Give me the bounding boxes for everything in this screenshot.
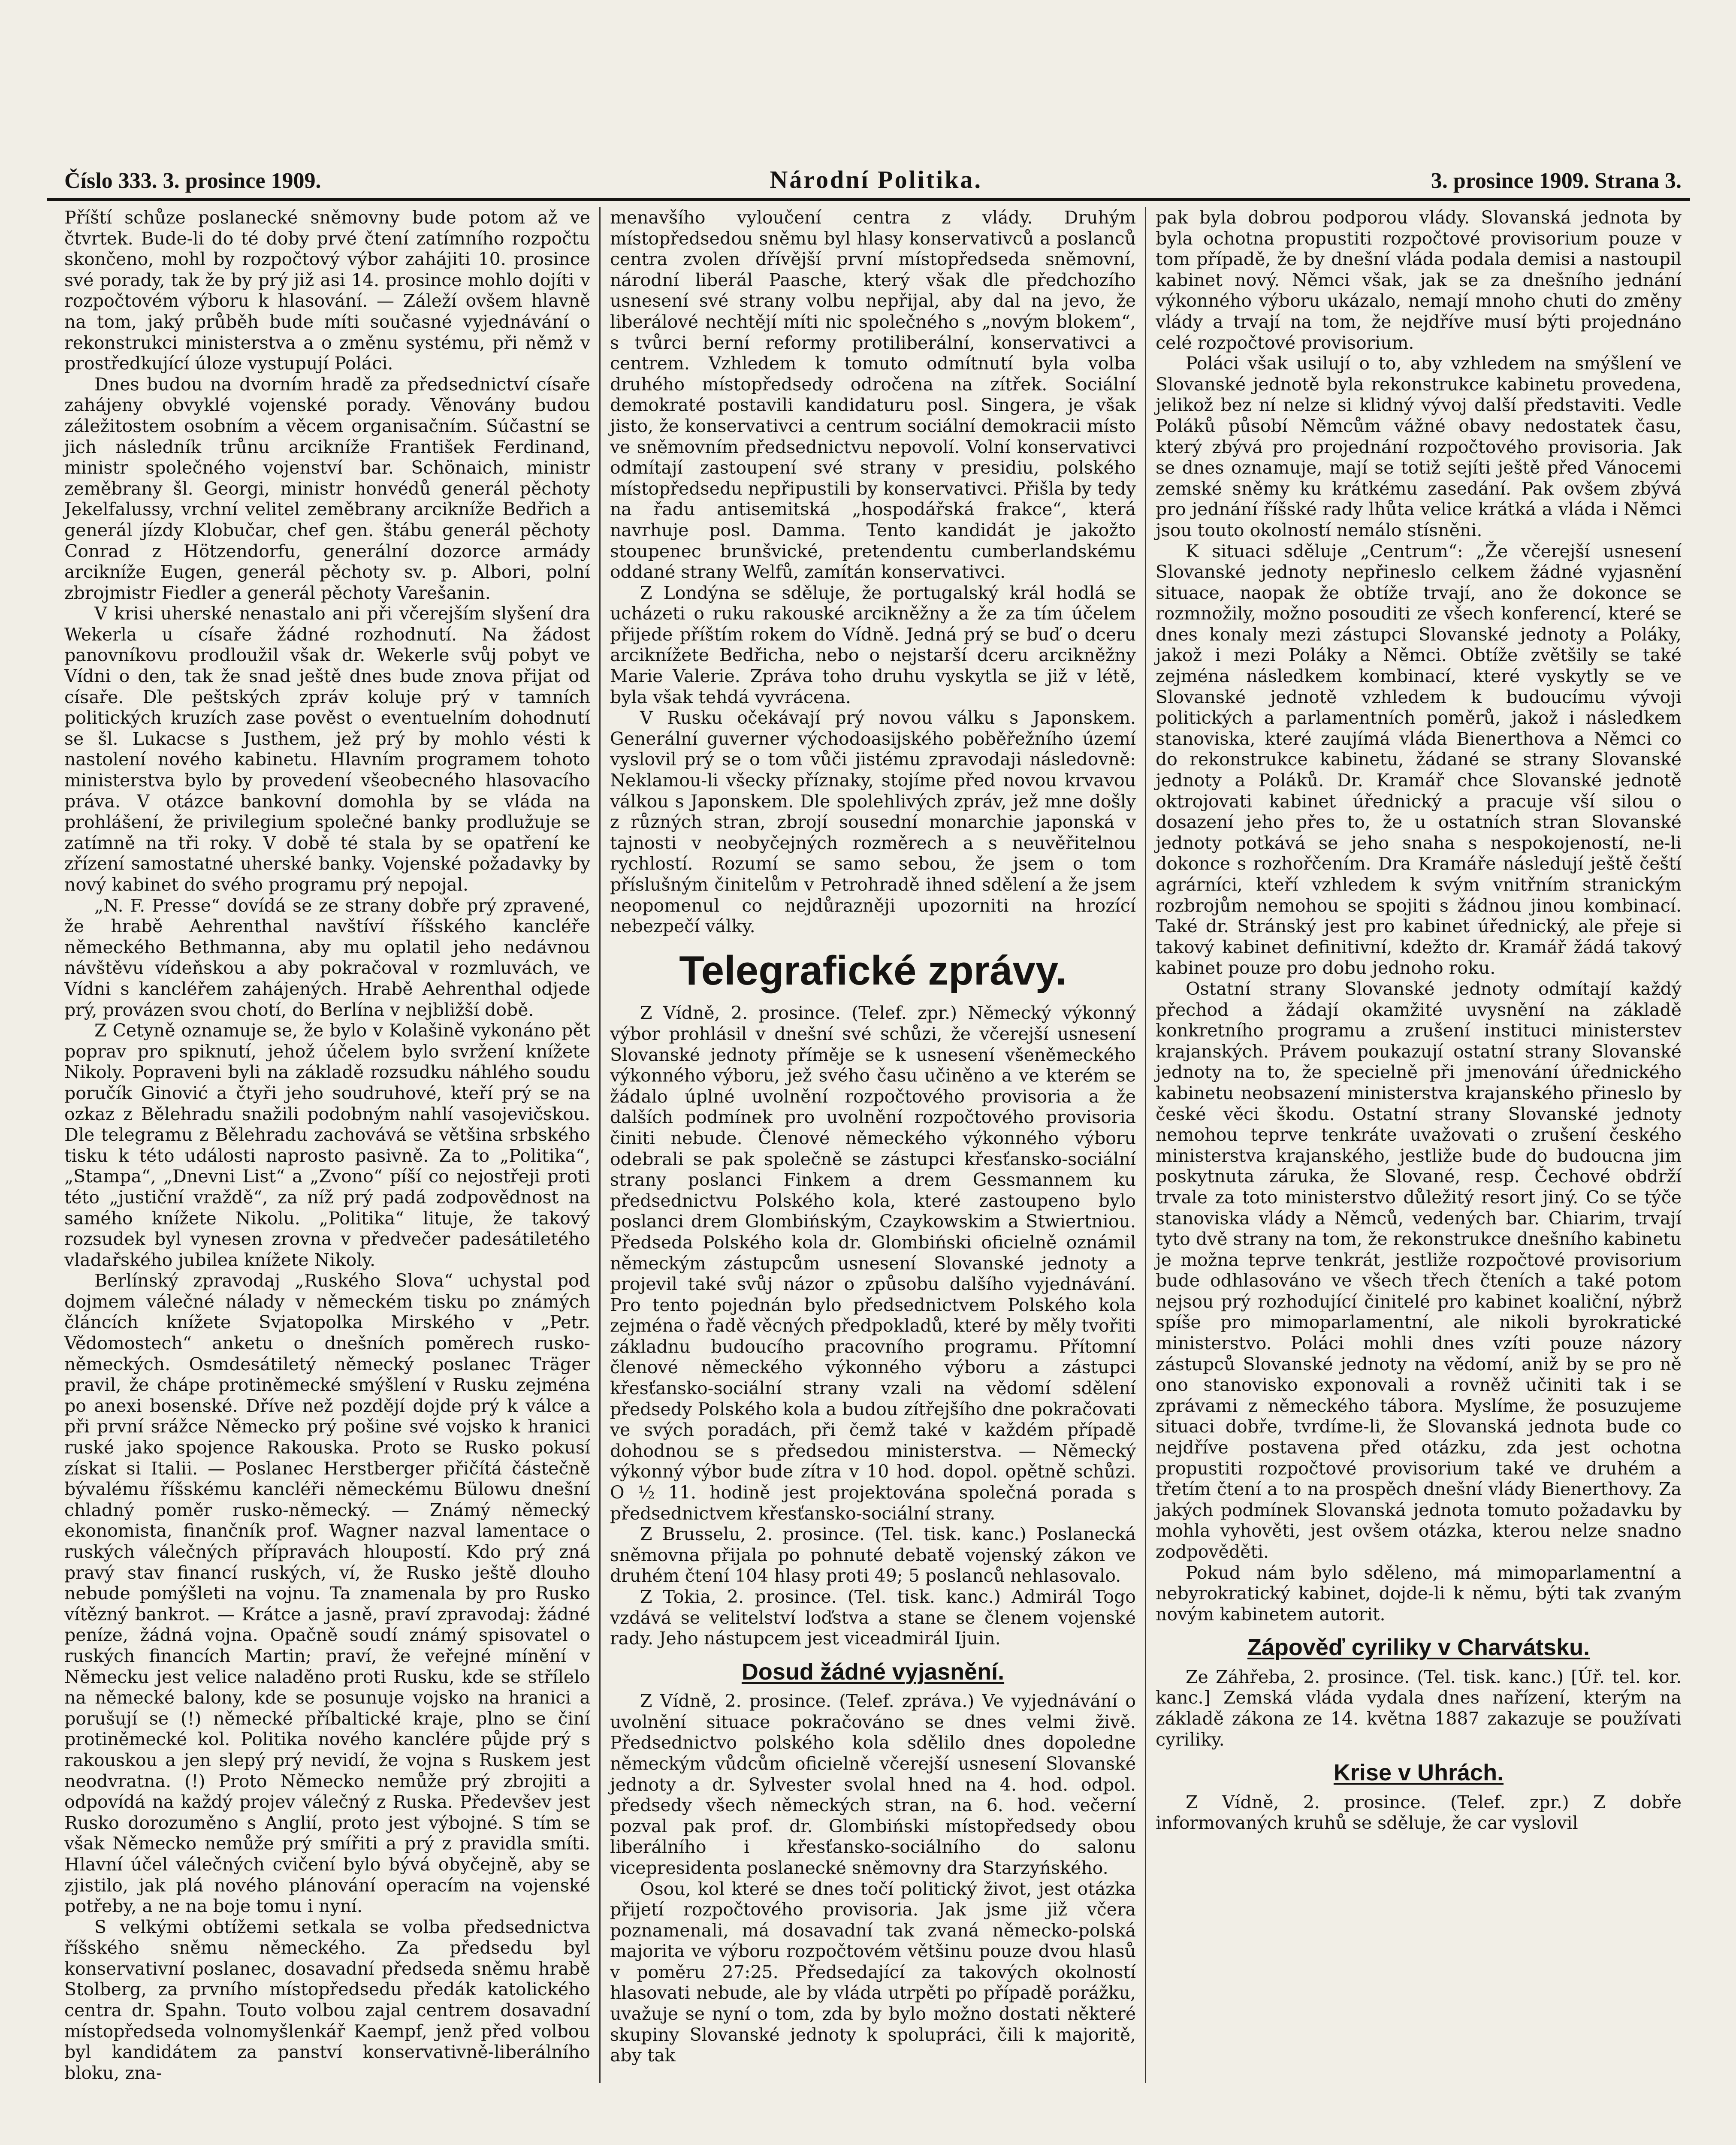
column-3 <box>1156 207 1682 2083</box>
section-title-krise: Krise v Uhrách. <box>1333 1760 1504 1786</box>
paragraph: K situaci sděluje „Centrum“: „Že včerejší usnesení Slovanské jednoty nepřineslo celkem žádné vyjasnění situace, naopak že obtíže trvají, ano že dokonce se rozmnožily, možno posouditi ze všech konferencí, které se dnes konaly mezi zástupci Slovanské jednoty a Poláky, jakož i mezi Poláky a Němci. Obtíže zvětšily se také zejména následkem kombinací, které vyskytly se ve Slovanské jednotě vzhledem k budoucímu vývoji politických a parlamentních poměrů, jakož i následkem stanoviska, které zaujímá vláda Bienerthova a Němci co do rekonstrukce kabinetu, žádané se strany Slovanské jednoty a Poláků. Dr. Kramář chce Slovanské jednotě oktrojovati kabinet úřednický a pracuje vší silou o dosazení jeho přes to, že u ostatních stran Slovanské jednoty potkává se jeho snaha s nespokojeností, ne-li dokonce s rozhořčením. Dra Kramáře následují ještě čeští agrárníci, kteří vzhledem k svým vnitřním stranickým rozbrojům nemohou se spojiti s žádnou jinou kombinací. Také dr. Stránský jest pro kabinet úřednický, ale přeje si takový kabinet definitivní, kdežto dr. Kramář žádá takový kabinet pouze pro dobu jednoho roku. <box>1156 541 1682 979</box>
paragraph: Pokud nám bylo sděleno, má mimoparlamentní a nebyrokratický kabinet, dojde-li k němu, býti tak zvaným novým kabinetem autorit. <box>1156 1562 1682 1625</box>
paragraph: Osou, kol které se dnes točí politický život, jest otázka přijetí rozpočtového provisoria. Jak jsme již včera poznamenali, má dosavadní tak zvaná německo-polská majorita ve výboru rozpočtovém většinu pouze dvou hlasů v poměru 27:25. Předsedající za takových okolností hlasovati nebude, ale by vláda utrpěti po případě porážku, uvažuje se nyní o tom, zda by bylo možno dostati některé skupiny Slovanské jednoty k spolupráci, čili k majoritě, aby tak <box>610 1878 1136 2066</box>
paragraph: menavšího vyloučení centra z vlády. Druhým místopředsedou sněmu byl hlasy konservativců a poslanců centra zvolen dřívější první místopředseda sněmovní, národní liberál Paasche, který však dle předchozího usnesení své strany volbu nepřijal, aby dal na jevo, že liberálové nechtějí míti nic společného s „novým blokem“, s tvůrci berní reformy protiliberální, konservativci a centrem. Vzhledem k tomuto odmítnutí byla volba druhého místopředsedy odročena na zítřek. Sociální demokraté postavili kandidaturu posl. Singera, je však jisto, že konservativci a centrum sociální demokracii místo ve sněmovním předsednictvu nepovolí. Volní konservativci odmítají zastoupení své strany v presidiu, polského místopředsedu nepřipustili by konservativci. Přišla by tedy na řadu antisemitská „hospodářská frakce“, která navrhuje posl. Damma. Tento kandidát je jakožto stoupenec brunšvické, pretendentu cumberlandskému oddané strany Welfů, zamítán konservativci. <box>610 207 1136 583</box>
section-title-dosud: Dosud žádné vyjasnění. <box>741 1659 1005 1685</box>
paragraph: Z Vídně, 2. prosince. (Telef. zpr.) Z dobře informovaných kruhů se sděluje, že car vyslovil <box>1156 1792 1682 1834</box>
paragraph: Z Vídně, 2. prosince. (Telef. zpr.) Německý výkonný výbor prohlásil v dnešní své schůzi, že včerejší usnesení Slovanské jednoty příměje se k usnesení všeněmeckého výkonného výboru, jež svého času učiněno a ve kterém se žádalo úplné uvolnění rozpočtového provisoria a že dalších podmínek pro uvolnění rozpočtového provisoria činiti nebude. Členové německého výkonného výboru odebrali se pak společně se zástupci křesťansko-sociální strany poslanci Finkem a drem Gessmannem ku předsednictvu Polského kola, které zastoupeno bylo poslanci drem Glombińským, Czaykowskim a Stwiertniou. Předseda Polského kola dr. Glombiński oficielně oznámil německým zástupcům usnesení Slovanské jednoty a projevil také svůj názor o způsobu dalšího vyjednávání. Pro tento pojednán bylo předsednictvem Polského kola zejména o řadě věcných předpokladů, které by měly tvořiti základnu budoucího pracovního programu. Přítomní členové německého výkonného výboru a zástupci křesťansko-sociální strany vzali na vědomí sdělení předsedy Polského kola a budou zítřejšího dne pokračovati ve svých poradách, při čemž také v každém případě dohodnou se s předsedou ministerstva. — Německý výkonný výbor bude zítra v 10 hod. dopol. opětně schůzi. O ½ 11. hodině jest projektována společná porada s předsednictvem křesťansko-sociální strany. <box>610 1003 1136 1524</box>
issue-number: Číslo 333. 3. prosince 1909. <box>64 169 321 193</box>
column-2 <box>610 207 1136 2083</box>
column-1 <box>64 207 590 2083</box>
newspaper-page <box>34 26 1703 2145</box>
paragraph: Z Vídně, 2. prosince. (Telef. zpráva.) Ve vyjednávání o uvolnění situace pokračováno se dnes velmi živě. Předsednictvo polského kola sdělilo dnes dopoledne německým vůdcům oficielně včerejší usnesení Slovanské jednoty a dr. Sylvester svolal hned na 4. hod. odpol. předsedy všech německých stran, na 6. hod. večerní pozval pak prof. dr. Glombiński místopředsedy obou liberálního i křesťansko-sociálního do salonu vicepresidenta poslanecké sněmovny dra Starzyńského. <box>610 1691 1136 1878</box>
columns <box>47 201 1690 2083</box>
masthead <box>47 26 1690 201</box>
paragraph: Z Tokia, 2. prosince. (Tel. tisk. kanc.) Admirál Togo vzdává se velitelství loďstva a stane se členem vojenské rady. Jeho nástupcem jest viceadmirál Ijuin. <box>610 1586 1136 1649</box>
date-page: 3. prosince 1909. Strana 3. <box>1431 169 1682 193</box>
paragraph: pak byla dobrou podporou vlády. Slovanská jednota by byla ochotna propustiti rozpočtové provisorium pouze v tom případě, že by dnešní vláda podala demisi a nastoupil kabinet nový. Němci však, jak se za dnešního jednání výkonného výboru ukázalo, nemají mnoho chuti do změny vlády a trvají na tom, že nejdříve musí býti projednáno celé rozpočtové provisorium. <box>1156 207 1682 353</box>
paragraph: Dnes budou na dvorním hradě za předsednictví císaře zahájeny obvyklé vojenské porady. Věnovány budou záležitostem osobním a věcem organisačním. Súčastní se jich následník trůnu arcikníže František Ferdinand, ministr společného vojenství bar. Schönaich, ministr zeměbrany šl. Georgi, ministr honvédů generál pěchoty Jekelfalussy, vrchní velitel zeměbrany arcikníže Bedřich a generál jízdy Klobučar, chef gen. štábu generál pěchoty Conrad z Hötzendorfu, generální dozorce armády arcikníže Eugen, generál pěchoty sv. p. Albori, polní zbrojmistr Fiedler a generál pěchoty Varešanin. <box>64 374 590 603</box>
paragraph: S velkými obtížemi setkala se volba předsednictva říšského sněmu německého. Za předsedu byl konservativní poslanec, dosavadní předseda sněmu hrabě Stolberg, za prvního místopředsedu předák katolického centra dr. Spahn. Touto volbou zajal centrem dosavadní místopředseda volnomyšlenkář Kaempf, jenž před volbou byl kandidátem za panství konservativně-liberálního bloku, zna- <box>64 1916 590 2083</box>
paragraph: Příští schůze poslanecké sněmovny bude potom až ve čtvrtek. Bude-li do té doby prvé čtení zatímního rozpočtu skončeno, mohl by rozpočtový výbor zahájiti 10. prosince své porady, tak že by prý již asi 14. prosince mohlo dojíti v rozpočtovém výboru k hlasování. — Záleží ovšem hlavně na tom, jaký průběh bude míti současné vyjednávání o rekonstrukci ministerstva a o změnu systému, při němž v prostředkující úloze vystupují Poláci. <box>64 207 590 374</box>
paragraph: Z Brusselu, 2. prosince. (Tel. tisk. kanc.) Poslanecká sněmovna přijala po pohnuté debatě vojenský zákon ve druhém čtení 104 hlasy proti 49; 5 poslanců nehlasovalo. <box>610 1524 1136 1586</box>
paragraph: „N. F. Presse“ dovídá se ze strany dobře prý zpravené, že hrabě Aehrenthal navštíví říšského kancléře německého Bethmanna, aby mu oplatil jeho nedávnou návštěvu vídeňskou a aby pokračoval v rozmluvách, ve Vídni s kancléřem zahájených. Hrabě Aehrenthal odjede prý, provázen svou chotí, do Berlína v nejbližší době. <box>64 895 590 1020</box>
paragraph: Z Cetyně oznamuje se, že bylo v Kolašině vykonáno pět poprav pro spiknutí, jehož účelem bylo svržení knížete Nikoly. Popraveni byli na základě rozsudku náhlého soudu poručík Ginović a čtyři jeho soudruhové, kteří prý se na ozkaz z Bělehradu snažili podobným nahlí vasojevičskou. Dle telegramu z Bělehradu zachovává se většina srbského tisku k této události naprosto pasivně. Za to „Politika“, „Stampa“, „Dnevni List“ a „Zvono“ píší co nejostřeji proti této „justiční vraždě“, za níž prý padá zodpovědnost na samého knížete Nikolu. „Politika“ lituje, že takový rozsudek byl vynesen zrovna v předvečer padesátiletého vladařského jubilea knížete Nikoly. <box>64 1020 590 1270</box>
paragraph: Poláci však usilují o to, aby vzhledem na smýšlení ve Slovanské jednotě byla rekonstrukce kabinetu provedena, jelikož bez ní nelze si klidný vývoj další představiti. Vedle Poláků působí Němcům vážné obavy nedostatek času, který zbývá pro projednání rozpočtového provisoria. Jak se dnes oznamuje, mají se totiž sejíti ještě před Vánocemi zemské sněmy ku krátkému zasedání. Pak ovšem zbývá pro jednání říšské rady lhůta velice krátká a vláda i Němci jsou touto okolností nemálo stísněni. <box>1156 353 1682 541</box>
paragraph: Ze Záhřeba, 2. prosince. (Tel. tisk. kanc.) [Úř. tel. kor. kanc.] Zemská vláda vydala dnes nařízení, kterým na základě zákona ze 14. května 1887 zakazuje se používati cyriliky. <box>1156 1666 1682 1750</box>
paragraph: Berlínský zpravodaj „Ruského Slova“ uchystal pod dojmem válečné nálady v německém tisku po známých článcích knížete Svjatopolka Mirského v „Petr. Vědomostech“ anketu o dnešních poměrech rusko-německých. Osmdesátiletý německý poslanec Träger pravil, že chápe protiněmecké smýšlení v Rusku zejména po anexi bosenské. Dříve než pozdějí dojde prý k válce a při první srážce Německo prý pošine své vojsko k hranici ruské jako spojence Rakouska. Proto se Rusko pokusí získat si Italii. — Poslanec Herstberger přičítá částečně bývalému říšskému kancléři německému Bülowu dnešní chladný poměr rusko-německý. — Známý německý ekonomista, finančník prof. Wagner nazval lamentace o ruských válečných přípravách hloupostí. Kdo prý zná pravý stav financí ruských, ví, že Rusko ještě dlouho nebude pomýšleti na vojnu. Ta znamenala by pro Rusko vítězný bankrot. — Krátce a jasně, praví zpravodaj: žádné peníze, žádná vojna. Opačně soudí známý spisovatel o ruských financích Martin; praví, že veřejné mínění v Německu jest velice naladěno proti Rusku, kde se střílelo na německé balony, kde se posunuje vojsko na hranici a porušují se (!) německé příbaltické kraje, plno se činí protiněmecké kol. Politika nového kanclére půjde prý s rakouskou a jen slepý prý nevidí, že vojna s Ruskem jest neodvratna. (!) Proto Německo nemůže prý zbrojiti a odpovídá na každý projev válečný z Ruska. Předevšev jest Rusko dorozuměno s Anglií, proto jest výbojné. S tím se však Německo nemůže prý smířiti a prý z pravidla smíti. Hlavní účel válečných cvičení bylo bývá obyčejně, aby se zjistilo, jak plá nového plánování operacím na vojenské potřeby, a ne na boje tomu i nyní. <box>64 1270 590 1917</box>
paragraph: V krisi uherské nenastalo ani při včerejším slyšení dra Wekerla u císaře žádné rozhodnutí. Na žádost panovníkovu prodloužil však dr. Wekerle svůj pobyt ve Vídni o den, tak že snad ještě dnes bude znova přijat od císaře. Dle peštských zpráv koluje prý v tamních politických kruzích zase pověst o eventuelním dohodnutí se šl. Lukacse s Justhem, jež prý by mohlo vésti k nastolení nového kabinetu. Hlavním programem tohoto ministerstva bylo by provedení všeobecného hlasovacího práva. V otázce bankovní domohla by se vláda na prohlášení, že privilegium společné banky prodlužuje se zatímně na tři roky. V době té stala by se opatření ke zřízení samostatné uherské banky. Vojenské požadavky by nový kabinet do svého programu prý nepojal. <box>64 603 590 895</box>
paragraph: Ostatní strany Slovanské jednoty odmítají každý přechod a žádají okamžité uvysnění na základě konkretního programu a zrušení instituci ministerstev krajanských. Právem poukazují ostatní strany Slovanské jednoty na to, že specielně při jmenování úřednického kabinetu neobsazení ministerstva krajanského přineslo by české věci škodu. Ostatní strany Slovanské jednoty nemohou teprve tenkráte uvažovati o zrušení českého ministerstva krajanského, jestliže bude do budoucna jim poskytnuta záruka, že Slované, resp. Čechové obdrží trvale za toto ministerstvo důležitý resort jiný. Co se týče stanoviska vlády a Němců, vedených bar. Chiarim, trvají tyto dvě strany na tom, že rekonstrukce dnešního kabinetu je možna teprve tenkrát, jestliže rozpočtové provisorium bude odhlasováno ve všech třech čteních a také potom nejsou prý rozhodující činitelé pro kabinet koaliční, nýbrž spíše pro mimoparlamentní, ale nikoli byrokratické ministerstvo. Poláci mohli dnes vzíti pouze názory zástupců Slovanské jednoty na vědomí, aniž by se pro ně ono stanovisko exponovali a rovněž učiniti tak i se zprávami z německého tábora. Myslíme, že posuzujeme situaci dobře, tvrdíme-li, že Slovanská jednota bude co nejdříve postavena před otázku, zda jest ochotna propustiti rozpočtové provisorium také ve druhém a třetím čtení a to na prospěch dnešní vlády Bienerthovy. Za jakých podmínek Slovanská jednota tomuto požadavku by mohla vyhověti, jest ovšem otázka, kterou nelze snadno zodpověděti. <box>1156 978 1682 1562</box>
paragraph: V Rusku očekávají prý novou válku s Japonskem. Generální guverner východoasijského poběřežního území vyslovil prý se o tom vůči jistému zpravodaji následovně: Neklamou-li všecky příznaky, stojíme před novou krvavou válkou s Japonskem. Dle spolehlivých zpráv, jež mne došly z různých stran, zbrojí sousední monarchie japonská v tajnosti v neobyčejných rozměrech a s neuvěřitelnou rychlostí. Rozumí se samo sebou, že jsem o tom příslušným činitelům v Petrohradě ihned sdělení a že jsem neopomenul co nejdůrazněji upozorniti na hrozící nebezpečí války. <box>610 707 1136 937</box>
section-title-telegraf: Telegrafické zprávy. <box>679 947 1067 994</box>
paragraph: Z Londýna se sděluje, že portugalský král hodlá se ucházeti o ruku rakouské arcikněžny a že za tím účelem přijede příštím rokem do Vídně. Jedná prý se buď o dceru arciknížete Bedřicha, nebo o nejstarší dceru arcikněžny Marie Valerie. Zpráva toho druhu vyskytla se již v létě, byla však tehdá vyvrácena. <box>610 582 1136 707</box>
section-title-zapoved: Zápověď cyriliky v Charvátsku. <box>1247 1634 1590 1661</box>
newspaper-title: Národní Politika. <box>770 166 982 193</box>
